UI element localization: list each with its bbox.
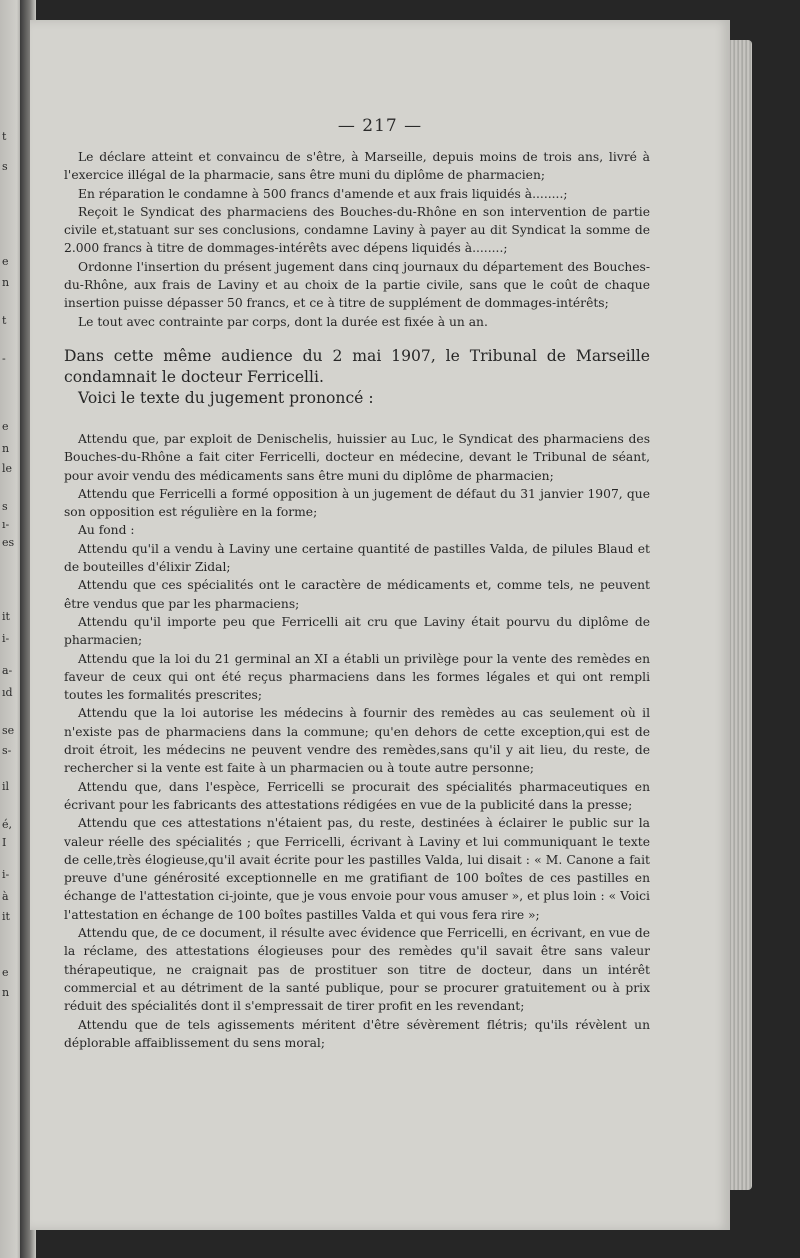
facing-page-fragment: t <box>2 130 7 143</box>
intro-section <box>64 346 650 409</box>
judgment-section <box>64 430 650 1052</box>
facing-page-fragment: es <box>2 536 15 549</box>
judgment-paragraph: Attendu que, dans l'espèce, Ferricelli se procurait des spécialités pharmaceutiques en écrivant pour les fabricants des attestations rédigées en vue de la publicité dans la presse; <box>64 779 650 812</box>
verdict-paragraph: Le déclare atteint et convaincu de s'être, à Marseille, depuis moins de trois ans, livré à l'exercice illégal de la pharmacie, sans être muni du diplôme de pharmacien; <box>64 150 650 183</box>
facing-page-fragment: é, <box>2 818 13 831</box>
facing-page-fragment: a- <box>2 664 13 677</box>
judgment-paragraph: Attendu que, de ce document, il résulte avec évidence que Ferricelli, en écrivant, en vue de la réclame, des attestations élogieuses pour des remèdes qu'il savait être sans valeur thérapeutique, ne craignait pas de prostituer son titre de docteur, dans un intérêt commercial et au détriment de la santé publique, pour se procurer gratuitement ou à prix réduit des spécialités dont il s'empressait de tirer profit en les revendant; <box>64 926 650 1014</box>
judgment-paragraph: Attendu que, par exploit de Denischelis, huissier au Luc, le Syndicat des pharmaciens des Bouches-du-Rhône a fait citer Ferricelli, docteur en médecine, devant le Tribunal de séant, pour avoir vendu des médicaments sans être muni du diplôme de pharmacien; <box>64 432 650 483</box>
judgment-paragraph: Attendu que de tels agissements méritent d'être sévèrement flétris; qu'ils révèlent un déplorable affaiblissement du sens moral; <box>64 1017 650 1050</box>
facing-page-fragment: it <box>2 910 10 923</box>
facing-page-fragment: ıd <box>2 686 13 699</box>
facing-page-fragment: e <box>2 966 9 979</box>
facing-page-fragment: i- <box>2 632 10 645</box>
facing-page-fragment: le <box>2 462 13 475</box>
verdict-paragraph: Le tout avec contrainte par corps, dont la durée est fixée à un an. <box>78 314 488 329</box>
facing-page-fragment: e <box>2 420 9 433</box>
judgment-paragraph: Attendu qu'il importe peu que Ferricelli ait cru que Laviny était pourvu du diplôme de pharmacien; <box>64 614 650 648</box>
facing-page-fragment: s <box>2 500 8 513</box>
facing-page-fragment: i- <box>2 868 10 881</box>
intro-paragraph: Voici le texte du jugement prononcé : <box>78 389 374 407</box>
judgment-paragraph: Au fond : <box>78 523 135 538</box>
judgment-paragraph: Attendu qu'il a vendu à Laviny une certaine quantité de pastilles Valda, de pilules Blaud et de bouteilles d'élixir Zidal; <box>64 541 650 575</box>
facing-page-fragment: e <box>2 255 9 268</box>
judgment-paragraph: Attendu que la loi autorise les médecins à fournir des remèdes au cas seulement où il n'existe pas de pharmaciens dans la commune; qu'en dehors de cette exception,qui est de droit étroit, les médecins ne peuvent vendre des remèdes,sans qu'il y ait lieu, du reste, de rechercher si la vente est faite à un pharmacien ou à toute autre personne; <box>64 706 650 776</box>
verdict-section <box>64 148 650 331</box>
document-page <box>30 20 730 1230</box>
judgment-paragraph: Attendu que ces attestations n'étaient pas, du reste, destinées à éclairer le public sur la valeur réelle des spécialités ; que Ferricelli, écrivant à Laviny et lui communiquant le texte de celle,très élogieuse,qu'il avait écrite pour les pastilles Valda, lui disait : « M. Canone a fait preuve d'une générosité exceptionnelle en me gratifiant de 100 boîtes de ces pastilles en échange de l'attestation ci-jointe, que je vous envoie pour vous amuser », et plus loin : « Voici l'attestation en échange de 100 boîtes pastilles Valda et qui vous fera rire »; <box>64 816 650 922</box>
facing-page-fragment: n <box>2 986 10 999</box>
facing-page-fragment: se <box>2 724 15 737</box>
facing-page-fragment: n <box>2 276 10 289</box>
facing-page-fragment: I <box>2 836 7 849</box>
facing-page-fragment: - <box>2 352 6 365</box>
verdict-paragraph: Reçoit le Syndicat des pharmaciens des Bouches-du-Rhône en son intervention de partie civile et,statuant sur ses conclusions, condamne Laviny à payer au dit Syndicat la somme de 2.000 francs à titre de dommages-intérêts avec dépens liquidés à........; <box>64 204 650 256</box>
intro-paragraph: Dans cette même audience du 2 mai 1907, le Tribunal de Marseille condamnait le docteur Ferricelli. <box>64 347 650 386</box>
facing-page-fragment: n <box>2 442 10 455</box>
judgment-paragraph: Attendu que Ferricelli a formé opposition à un jugement de défaut du 31 janvier 1907, que son opposition est régulière en la forme; <box>64 486 650 520</box>
verdict-paragraph: En réparation le condamne à 500 francs d'amende et aux frais liquidés à........; <box>78 186 568 201</box>
facing-page-fragment: it <box>2 610 10 623</box>
facing-page-fragment: s- <box>2 744 12 757</box>
facing-page-fragment: t <box>2 314 7 327</box>
judgment-paragraph: Attendu que ces spécialités ont le caractère de médicaments et, comme tels, ne peuvent être vendus que par les pharmaciens; <box>64 578 650 611</box>
facing-page-fragment: s <box>2 160 8 173</box>
page-number: — 217 — <box>337 116 423 136</box>
facing-page-fragment: il <box>2 780 10 793</box>
facing-page-fragment: ı- <box>2 518 10 531</box>
verdict-paragraph: Ordonne l'insertion du présent jugement dans cinq journaux du département des Bouches-du-Rhône, aux frais de Laviny et au choix de la partie civile, sans que le coût de chaque insertion puisse dépasser 50 francs, et ce à titre de supplément de dommages-intérêts; <box>64 259 650 311</box>
judgment-paragraph: Attendu que la loi du 21 germinal an XI a établi un privilège pour la vente des remèdes en faveur de ceux qui ont été reçus pharmaciens dans les formes légales et qui ont rempli toutes les formalités prescrites; <box>64 651 650 703</box>
facing-page-fragment: à <box>2 890 9 903</box>
